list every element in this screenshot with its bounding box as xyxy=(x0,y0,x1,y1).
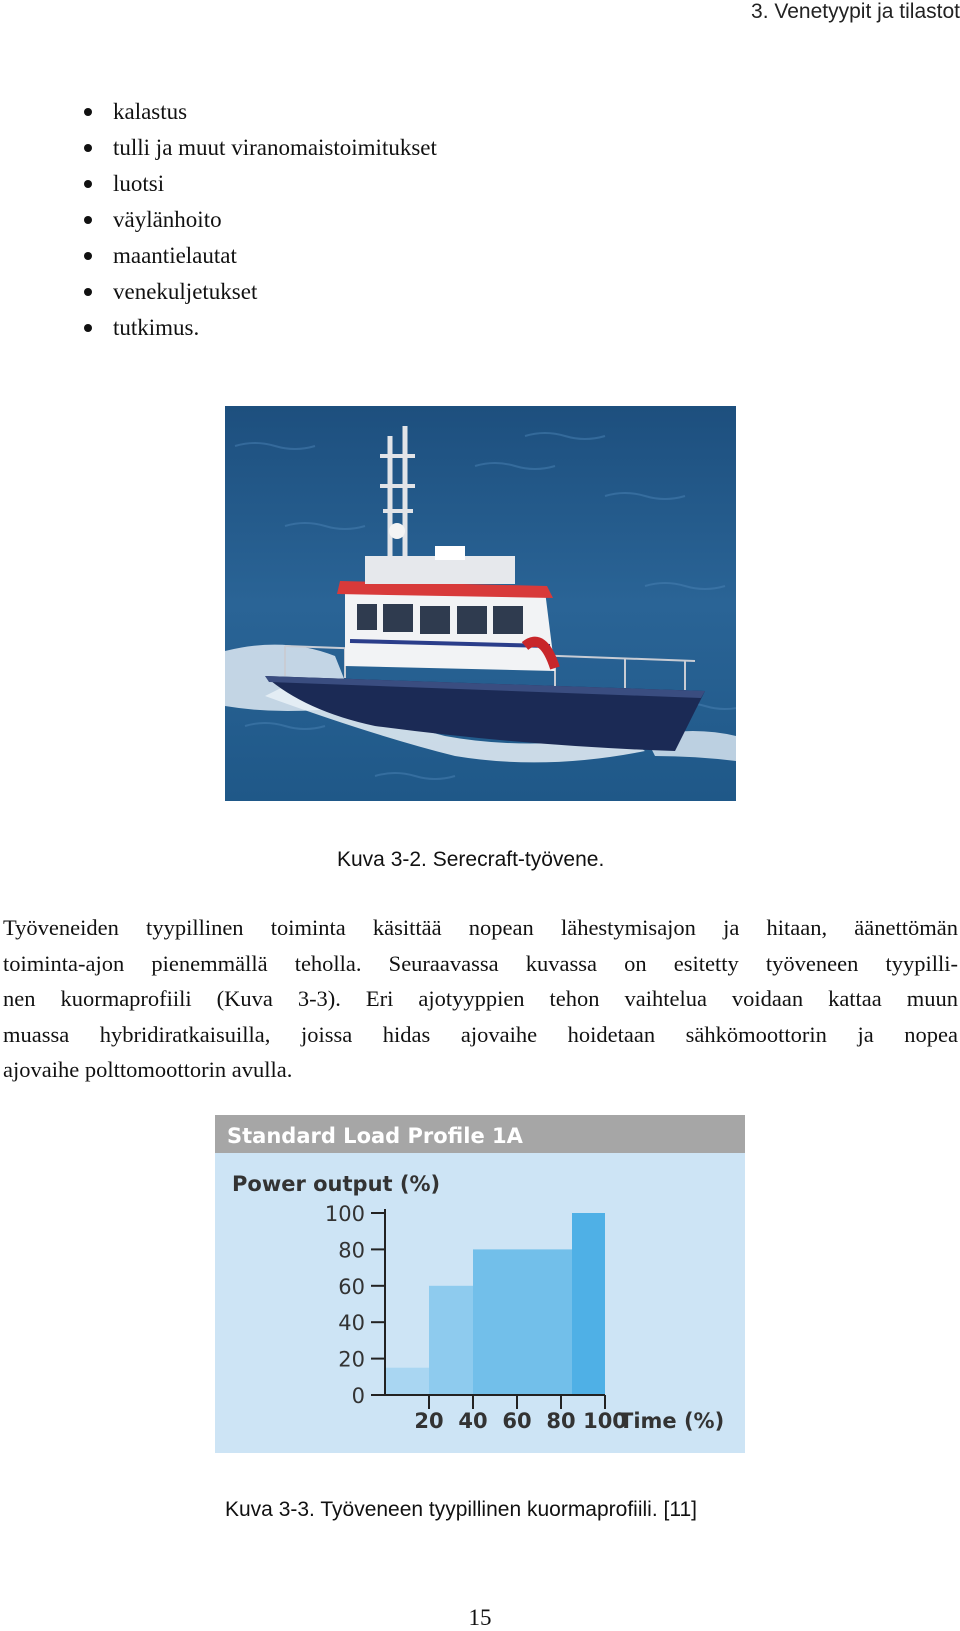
chart-svg xyxy=(215,1115,745,1453)
x-tick-label: 40 xyxy=(458,1409,488,1433)
x-axis-label: Time (%) xyxy=(619,1409,725,1433)
bullet-icon xyxy=(84,216,92,224)
running-header: 3. Venetyypit ja tilastot xyxy=(751,0,960,23)
y-tick-label: 100 xyxy=(324,1202,365,1226)
bar-segment-1 xyxy=(429,1286,473,1395)
figure-caption: Kuva 3-3. Työveneen tyypillinen kuormaprofiili. [11] xyxy=(225,1498,697,1521)
paragraph-line: Työveneiden tyypillinen toiminta käsittää nopean lähestymisajon ja hitaan, äänettömän xyxy=(3,915,958,940)
y-tick-label: 40 xyxy=(338,1311,365,1336)
body-paragraph xyxy=(3,910,958,1088)
bullet-list xyxy=(84,94,437,346)
bullet-icon xyxy=(84,252,92,260)
list-item: luotsi xyxy=(84,166,437,202)
list-item: kalastus xyxy=(84,94,437,130)
list-item: tulli ja muut viranomaistoimitukset xyxy=(84,130,437,166)
paragraph-line: muassa hybridiratkaisuilla, joissa hidas ajovaihe hoidetaan sähkömoottorin ja nopea xyxy=(3,1021,958,1047)
bullet-icon xyxy=(84,288,92,296)
x-tick-label: 80 xyxy=(546,1409,576,1433)
list-item: maantielautat xyxy=(84,238,437,274)
y-axis-label: Power output (%) xyxy=(232,1172,441,1196)
x-tick-label: 20 xyxy=(414,1409,444,1433)
list-item: tutkimus. xyxy=(84,310,437,346)
list-item: väylänhoito xyxy=(84,202,437,238)
bullet-icon xyxy=(84,108,92,116)
bar-segment-2 xyxy=(473,1249,572,1395)
paragraph-line: ajovaihe polttomoottorin avulla. xyxy=(3,1057,293,1082)
y-tick-label: 20 xyxy=(338,1347,365,1372)
bullet-icon xyxy=(84,324,92,332)
bar-segment-0 xyxy=(385,1368,429,1395)
figure-caption: Kuva 3-2. Serecraft-työvene. xyxy=(337,848,605,871)
bar-segment-3 xyxy=(572,1213,605,1395)
paragraph-line: toiminta-ajon pienemmällä teholla. Seuraavassa kuvassa on esitetty työveneen tyypilli- xyxy=(3,950,958,976)
chart-title: Standard Load Profile 1A xyxy=(227,1124,523,1148)
y-tick-label: 60 xyxy=(338,1274,365,1299)
x-tick-label: 100 xyxy=(583,1409,627,1433)
bullet-icon xyxy=(84,144,92,152)
load-profile-chart xyxy=(215,1115,745,1453)
y-tick-label: 0 xyxy=(351,1384,365,1408)
boat-photo xyxy=(225,406,736,801)
list-item: venekuljetukset xyxy=(84,274,437,310)
paragraph-line: nen kuormaprofiili (Kuva 3-3). Eri ajotyyppien tehon vaihtelua voidaan kattaa muun xyxy=(3,986,958,1011)
x-tick-label: 60 xyxy=(502,1409,532,1433)
page-number: 15 xyxy=(468,1605,492,1630)
bullet-icon xyxy=(84,180,92,188)
boat-illustration xyxy=(225,406,736,801)
y-tick-label: 80 xyxy=(338,1238,365,1263)
